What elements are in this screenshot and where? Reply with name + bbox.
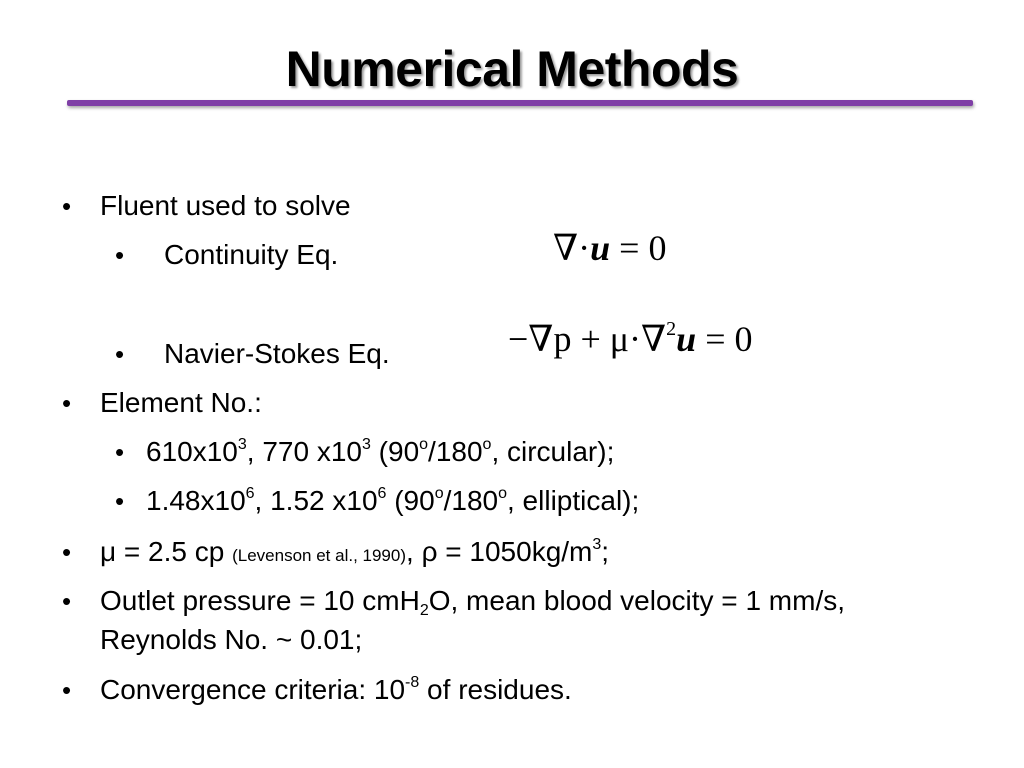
navier-stokes-equation-rhs: = 0: [696, 319, 753, 359]
bullet-marker: •: [62, 586, 72, 616]
degree-mark: o: [434, 485, 444, 502]
exponent: -8: [405, 674, 420, 691]
bullet-marker: •: [115, 437, 125, 467]
text-part: ;: [601, 536, 610, 567]
bullet-marker: •: [62, 675, 72, 705]
bullet-marker: •: [115, 339, 125, 369]
bullet-fluent: Fluent used to solve: [100, 190, 351, 221]
bullet-marker: •: [62, 388, 72, 418]
bullet-marker: •: [115, 240, 125, 270]
bullet-marker: •: [62, 191, 72, 221]
title-underline: [67, 100, 973, 106]
bullet-marker: •: [62, 537, 72, 567]
text-part: /180: [428, 436, 483, 467]
velocity-vector: u: [590, 228, 611, 268]
text-part: /180: [443, 485, 499, 516]
text-part: O, mean blood velocity = 1 mm/s,: [428, 585, 845, 616]
degree-mark: o: [498, 485, 507, 502]
laplacian-exponent: 2: [666, 318, 677, 340]
bullet-continuity: Continuity Eq.: [164, 239, 339, 270]
text-part: (90: [370, 436, 420, 467]
subscript: 2: [419, 602, 429, 619]
text-part: , circular);: [491, 436, 615, 467]
navier-stokes-equation-lhs: −∇p + μ·∇: [508, 319, 667, 359]
bullet-navier-stokes: Navier-Stokes Eq.: [164, 338, 390, 369]
bullet-viscosity-density: [100, 535, 609, 573]
continuity-equation: [553, 227, 666, 269]
citation: (Levenson et al., 1990): [232, 546, 407, 565]
exponent: 3: [361, 436, 371, 453]
text-part: 610x10: [146, 436, 238, 467]
text-part: , ρ = 1050kg/m: [406, 536, 593, 567]
text-part: (90: [386, 485, 435, 516]
bullet-element-circular: [146, 435, 614, 469]
exponent: 3: [592, 536, 602, 553]
exponent: 3: [237, 436, 247, 453]
degree-mark: o: [419, 436, 429, 453]
velocity-vector: u: [676, 319, 697, 359]
continuity-equation-rhs: = 0: [610, 228, 667, 268]
bullet-outlet-pressure: [100, 584, 845, 618]
text-part: Convergence criteria: 10: [100, 674, 406, 705]
exponent: 6: [377, 485, 387, 502]
text-part: , elliptical);: [507, 485, 640, 516]
degree-mark: o: [482, 436, 492, 453]
text-part: , 770 x10: [246, 436, 362, 467]
text-part: μ = 2.5 cp: [100, 536, 233, 567]
text-part: 1.48x10: [146, 485, 246, 516]
text-part: Outlet pressure = 10 cmH: [100, 585, 420, 616]
bullet-element-no: Element No.:: [100, 387, 262, 418]
bullet-marker: •: [115, 486, 125, 516]
text-part: , 1.52 x10: [254, 485, 378, 516]
text-part: of residues.: [419, 674, 572, 705]
bullet-reynolds-number: Reynolds No. ~ 0.01;: [100, 624, 363, 655]
bullet-element-elliptical: [146, 484, 639, 518]
continuity-equation-lhs: ∇·: [553, 228, 591, 268]
bullet-convergence: [100, 673, 572, 707]
slide-title: Numerical Methods: [285, 41, 739, 97]
exponent: 6: [245, 485, 255, 502]
navier-stokes-equation: [508, 318, 753, 360]
